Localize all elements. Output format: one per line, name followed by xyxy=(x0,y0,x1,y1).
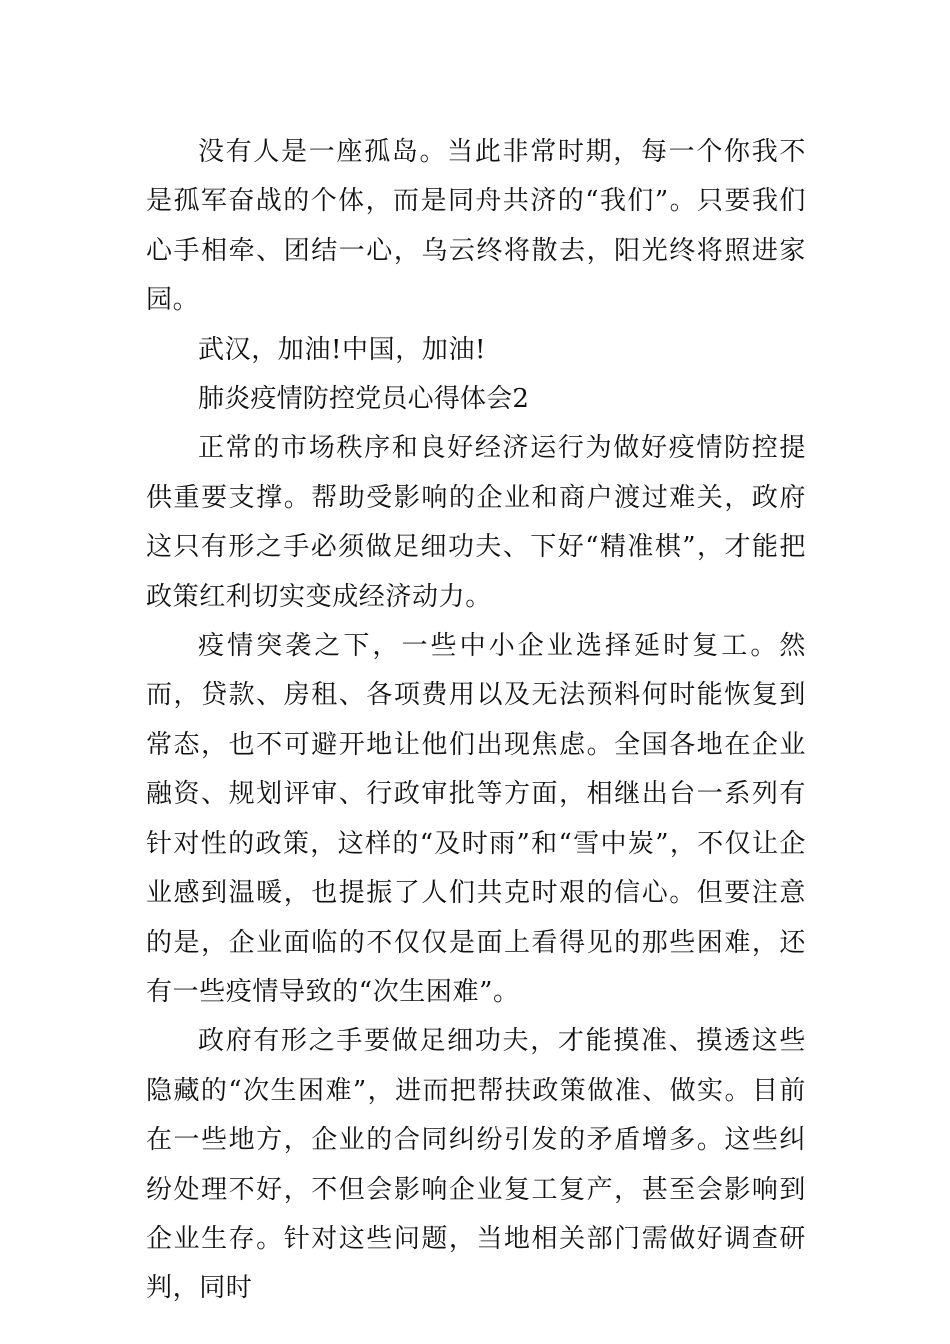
paragraph-delayed-resumption: 疫情突袭之下，一些中小企业选择延时复工。然而，贷款、房租、各项费用以及无法预料何时能恢复到常态，也不可避开地让他们出现焦虑。全国各地在企业融资、规划评审、行政审批等方面，相继出台一系列有针对性的政策，这样的“及时雨”和“雪中炭”，不仅让企业感到温暖，也提振了人们共克时艰的信心。但要注意的是，企业面临的不仅仅是面上看得见的那些困难，还有一些疫情导致的“次生困难”。 xyxy=(146,631,806,1007)
paragraph-secondary-difficulties: 政府有形之手要做足细功夫，才能摸准、摸透这些隐藏的“次生困难”，进而把帮扶政策做准、做实。目前在一些地方，企业的合同纠纷引发的矛盾增多。这些纠纷处理不好，不但会影响企业复工复产，甚至会影响到企业生存。针对这些问题，当地相关部门需做好调查研判，同时 xyxy=(146,1026,806,1304)
section-title: 肺炎疫情防控党员心得体会2 xyxy=(198,384,530,415)
paragraph-wuhan-cheer: 武汉，加油!中国，加油! xyxy=(198,334,487,365)
paragraph-market-order: 正常的市场秩序和良好经济运行为做好疫情防控提供重要支撑。帮助受影响的企业和商户渡过难关，政府这只有形之手必须做足细功夫、下好“精准棋”，才能把政策红利切实变成经济动力。 xyxy=(146,433,806,612)
document-body xyxy=(146,128,806,1314)
paragraph-no-one-is-an-island: 没有人是一座孤岛。当此非常时期，每一个你我不是孤军奋战的个体，而是同舟共济的“我们”。只要我们心手相牵、团结一心，乌云终将散去，阳光终将照进家园。 xyxy=(146,137,806,316)
